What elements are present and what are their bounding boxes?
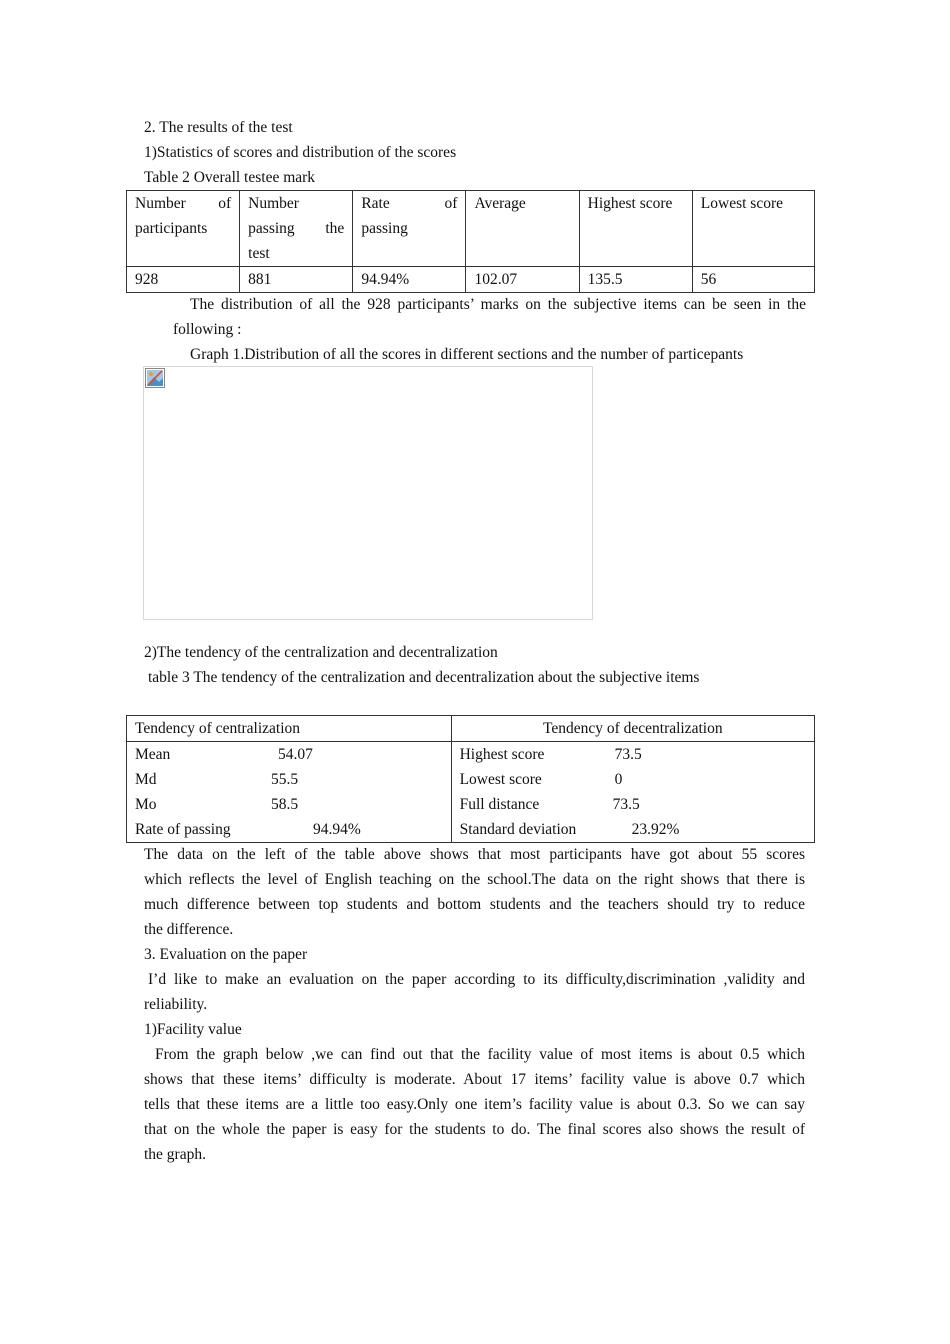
table-header-cell: Number passing the test — [240, 191, 353, 267]
table-cell: 928 — [127, 267, 240, 293]
table-cell: 56 — [692, 267, 814, 293]
evaluation-paragraph: I’d like to make an evaluation on the paper according to its difficulty,discrimination ,validity and reliability. — [144, 971, 805, 1013]
graph1-image-placeholder — [143, 366, 593, 620]
table-header-cell: Rate of passing — [353, 191, 466, 267]
table-header-row — [127, 716, 815, 742]
table-cell: 135.5 — [579, 267, 692, 293]
table-cell: 102.07 — [466, 267, 579, 293]
distribution-paragraph: The distribution of all the 928 participants’ marks on the subjective items can be seen in the following : — [173, 296, 806, 338]
table-row — [127, 742, 815, 843]
table-header-cell: Tendency of decentralization — [451, 716, 814, 742]
overall-testee-mark-table — [126, 190, 815, 293]
table-header-cell: Number of participants — [127, 191, 240, 267]
subheading-tendency: 2)The tendency of the centralization and decentralization — [144, 644, 498, 661]
graph1-caption: Graph 1.Distribution of all the scores in different sections and the number of particepants — [190, 346, 744, 363]
table-header-row — [127, 191, 815, 267]
table-header-cell: Highest score — [579, 191, 692, 267]
table-cell: 94.94% — [353, 267, 466, 293]
table-header-cell: Tendency of centralization — [127, 716, 452, 742]
table-cell: Mean 54.07 Md 55.5 Mo 58.5 Rate of passing 94.94% — [127, 742, 452, 843]
table-cell: Highest score 73.5 Lowest score 0 Full distance 73.5 Standard deviation 23.92% — [451, 742, 814, 843]
table3-caption: table 3 The tendency of the centralization and decentralization about the subjective items — [148, 669, 700, 686]
broken-image-icon — [145, 368, 165, 388]
table-row — [127, 267, 815, 293]
facility-value-heading: 1)Facility value — [144, 1021, 242, 1038]
tendency-table — [126, 715, 815, 843]
table-header-cell: Lowest score — [692, 191, 814, 267]
section-heading-results: 2. The results of the test — [144, 119, 293, 136]
table-header-cell: Average — [466, 191, 579, 267]
analysis-paragraph: The data on the left of the table above shows that most participants have got about 55 scores which reflects the level of English teaching on the school.The data on the right shows that there is much difference between top students and bottom students and the teachers should try to reduce the difference. — [144, 846, 805, 938]
facility-paragraph: From the graph below ,we can find out that the facility value of most items is about 0.5 which shows that these items’ difficulty is moderate. About 17 items’ facility value is above 0.7 which tells that these items are a little too easy.Only one item’s facility value is about 0.3. So we can say that on the whole the paper is easy for the students to do. The final scores also shows the result of the graph. — [144, 1046, 805, 1163]
subheading-statistics: 1)Statistics of scores and distribution of the scores — [144, 144, 457, 161]
section-heading-evaluation: 3. Evaluation on the paper — [144, 946, 308, 963]
table2-caption: Table 2 Overall testee mark — [144, 169, 316, 186]
table-cell: 881 — [240, 267, 353, 293]
